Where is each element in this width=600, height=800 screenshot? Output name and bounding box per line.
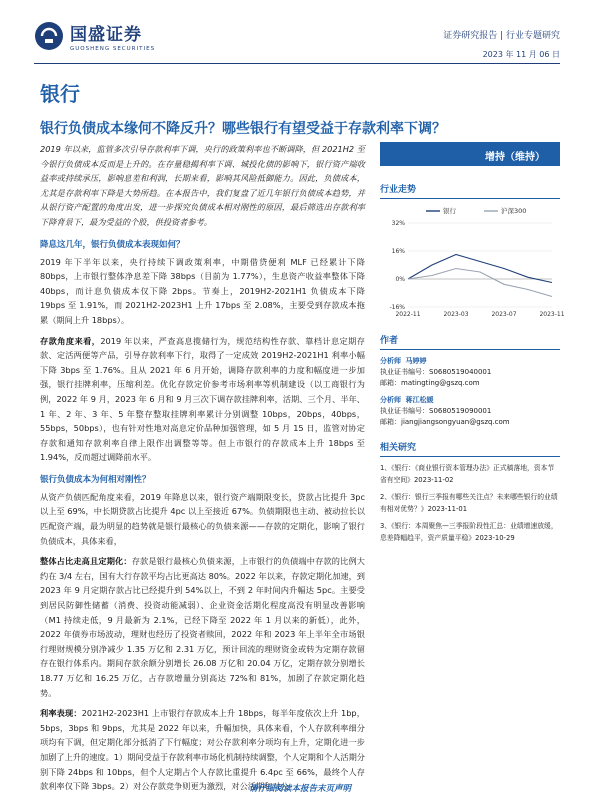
- section-heading-cost-trend: 降息这几年，银行负债成本表现如何？: [40, 239, 185, 250]
- legend-label: 银行: [443, 207, 456, 216]
- related-report-3[interactable]: 3、《银行：本周聚焦—三季报阶段性汇总：业绩增速放缓，息差降幅趋平，资产质量平稳》2023-10-29: [380, 522, 558, 542]
- paragraph-asset-liability: 从资产负债匹配角度来看，2019 年降息以来，银行资产端期限变长，贷款占比提升 3pc 以上至 69%，中长期贷款占比提升 4pc 以上至接近 67%。负债期限也主动、被动拉长以匹配资产端，最为明显的趋势就是银行最核心的负债来源——存款的定期化，影响了银行负债成本，具体来看，: [40, 491, 365, 546]
- analyst-email[interactable]: 邮箱：matingting@gszq.com: [380, 379, 480, 387]
- series-line-1: [408, 269, 552, 297]
- summary-paragraph: 2019 年以来，监管多次引导存款利率下调，央行的政策利率也不断调降，但 2021H2 至今银行负债成本反而是上升的。在存量稳揭利率下调、城投化债的影响下，银行资产端收益率或持续承压，影响息差和利润，长期来看，影响其风险抵御能力。因此，负债成本，尤其是存款利率下降是大势所趋。在本报告中，我们复盘了近几年银行负债成本趋势，并从银行资产配置的角度出发，进一步探究负债成本相对刚性的原因，最后筛选出存款利率下降背景下，最为受益的个股，供投资者参考。: [40, 144, 365, 227]
- sector-label: 银行: [40, 82, 80, 106]
- analyst-name: 马婷婷: [405, 357, 427, 365]
- legend-label: 沪深300: [501, 207, 527, 216]
- analyst-role: 分析师: [380, 357, 401, 365]
- x-tick-label: 2023-07: [491, 311, 517, 318]
- rating-box: [380, 142, 560, 166]
- analyst-role: 分析师: [380, 396, 401, 404]
- company-name-cn: 国盛证券: [70, 25, 142, 45]
- sidebar: [380, 142, 565, 544]
- deposit-share-lead: 整体占比走高且定期化：: [40, 556, 132, 567]
- analyst-1: [380, 356, 560, 389]
- footer-disclaimer: 请仔细阅读本报告末页声明: [248, 784, 351, 794]
- main-body: [40, 142, 365, 794]
- trend-heading: 行业走势: [380, 178, 560, 199]
- paragraph-rate-performance: [40, 706, 365, 794]
- analyst-2: [380, 395, 560, 428]
- analyst-email[interactable]: 邮箱：jiangjiangsongyuan@gszq.com: [380, 418, 510, 426]
- deposit-view-lead: 存款角度来看，: [40, 335, 101, 346]
- related-report-2[interactable]: 2、《银行：银行三季报有哪些关注点？未来哪些银行的业绩有相对优势？》2023-11-01: [380, 493, 558, 513]
- deposit-view-text: 2019 年以来，严查高息揽储行为，规范结构性存款、靠档计息定期存款、定活两便等产品，引导存款利率下行，取得了一定成效 2019H2-2021H1 利率小幅下降 3bps 至 1.76%。且从 2021 年 6 月开始，调降存款利率的力度和幅度进一步加强，银行挂牌利率，压缩利差。优化存款定价参考市场利率等机制建设（以工商银行为例，2022 年 9 月，2023 年 6 月和 9 月三次下调存款挂牌利率，活期、三个月、半年、1 年、2 年、3 年、5 年整存整取挂牌利率累计分别调整 10bps，20bps，40bps，55bps，50bps），也有针对性地对高息定价品种加强管理，如 5 月 15 日，监管对协定存款和通知存款利率自律上限作出调整等等。但上市银行的存款成本上升 18bps 至 1.94%，反而超过调降前水平。: [40, 335, 365, 463]
- trend-chart: [380, 203, 565, 329]
- guosheng-logo-icon: [34, 21, 64, 51]
- rate-performance-lead: 利率表现：: [40, 708, 82, 719]
- related-report-1[interactable]: 1、《银行：《商业银行资本管理办法》正式稿落地，资本节省有空间》2023-11-02: [380, 464, 555, 484]
- x-tick-label: 2023-03: [443, 311, 469, 318]
- y-tick-label: -16%: [389, 304, 405, 311]
- company-name-en: GUOSHENG SECURITIES: [70, 46, 156, 52]
- report-date: 2023 年 11 月 06 日: [482, 50, 560, 59]
- analyst-name: 蒋江松媛: [405, 396, 434, 404]
- report-type: 证券研究报告 | 行业专题研究: [443, 31, 560, 41]
- page-header: [0, 0, 600, 72]
- rating-label: 增持（维持）: [485, 152, 545, 163]
- deposit-share-text: 存款是银行最核心负债来源，上市银行的负债端中存款的比例大约在 3/4 左右，国有大行存款平均占比更高达 80%。2022 年以来，存款定期化加速，到 2023 年 9 月定期存款占比已经提升到 54%以上，不到 2 年时间内升幅达 5pc。主要受到居民防御性储蓄（消费、投资动能减弱）、企业资金活期化程度高没有明显改善影响（M1 持续走低，9 月最新为 2.1%，已经下降至 2022 年 1 月以来的新低），此外，2022 年债券市场波动，理财也经历了投资者赎回，2022 年和 2023 年上半年全市场银行理财规模分别净减少 1.35 万亿和 2.31 万亿，预计回流的理财资金或转为定期存款留存在银行体系内。期间存款余额分别增长 26.08 万亿和 20.04 万亿，定期存款分别增长 18.77 万亿和 16.25 万亿，占存款增量分别高达 72%和 81%，加剧了存款定期化趋势。: [40, 556, 365, 698]
- paragraph-cost-trend: 2019 年下半年以来，央行持续下调政策利率，中期借贷便利 MLF 已经累计下降 80bps，上市银行整体净息差下降 38bps（目前为 1.77%），生息资产收益率整体下降 40bps，而计息负债成本仅下降 2bps。节奏上，2019H2-2021H1 负债成本下降 19bps 至 1.91%，而 2021H2-2023H1 上升 17bps 至 2.08%，主要受到存款成本拖累（期间上升 18bps）。: [40, 256, 365, 325]
- analyst-cert: 执业证书编号：S0680519040001: [380, 368, 492, 376]
- rate-performance-text: 2021H2-2023H1 上市银行存款成本上升 18bps，每半年度依次上升 1bp，5bps，3bps 和 9bps，尤其是 2022 年以来，升幅加快，具体来看，个人存款利率细分项均有下调，但定期化部分抵消了下行幅度；对公存款利率分项均有上升，定期化进一步加剧了上升的速度。1）期间受益于存款利率市场化机制持续调整，个人定期和个人活期分别下降 24bps 和 10bps，但个人定期占个人存款比重提升 6.4pc 至 66%，最终个人存款利率仅下降 3bps。2）对公存款竞争则更为激烈，对公活期和对公: [40, 708, 365, 792]
- trend-chart-svg: [380, 203, 565, 329]
- header-divider: [34, 63, 560, 64]
- series-line-0: [408, 255, 552, 283]
- paragraph-deposit-share: [40, 554, 365, 700]
- paragraph-deposit-view: [40, 334, 365, 465]
- report-title: 银行负债成本缘何不降反升？哪些银行有望受益于存款利率下调？: [40, 121, 446, 137]
- y-tick-label: 0%: [395, 276, 405, 283]
- section-heading-rigidity: 银行负债成本为何相对刚性？: [40, 474, 151, 485]
- x-tick-label: 2023-11: [539, 311, 565, 318]
- related-heading: 相关研究: [380, 436, 560, 457]
- company-logo: [34, 20, 155, 52]
- y-tick-label: 16%: [391, 248, 405, 255]
- y-tick-label: 32%: [391, 220, 405, 227]
- x-tick-label: 2022-11: [395, 311, 421, 318]
- analysts-heading: 作者: [380, 329, 560, 350]
- analyst-cert: 执业证书编号：S0680519090001: [380, 407, 492, 415]
